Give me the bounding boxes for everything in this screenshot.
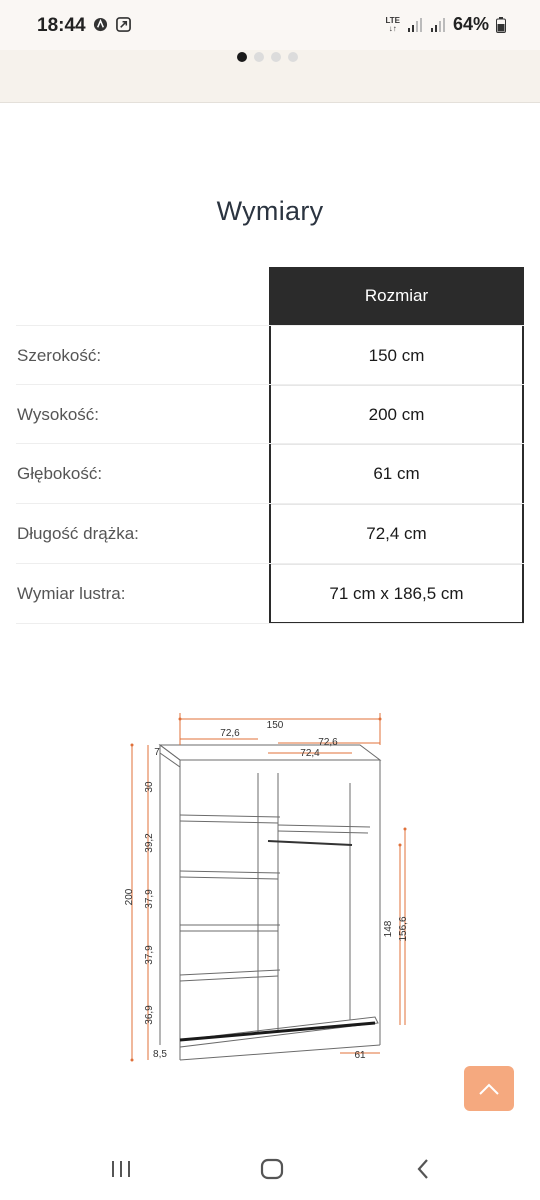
label-h148: 148: [383, 920, 394, 938]
label-h392: 39,2: [144, 833, 155, 853]
back-icon: [415, 1158, 431, 1180]
battery-percent: 64%: [452, 14, 489, 34]
back-button[interactable]: [408, 1154, 438, 1184]
battery-icon: [496, 17, 506, 33]
recents-button[interactable]: [106, 1154, 136, 1184]
spec-value-rod-length: 72,4 cm: [366, 524, 427, 543]
table-row: [16, 443, 524, 503]
signal-icon-2: [430, 17, 446, 33]
carousel-dot-active[interactable]: [237, 52, 247, 62]
home-button[interactable]: [257, 1154, 287, 1184]
label-door-right: 72,6: [318, 737, 338, 748]
label-h379b: 37,9: [144, 945, 155, 965]
spec-label-mirror-size: Wymiar lustra:: [17, 584, 126, 603]
status-time: 18:44: [37, 15, 86, 36]
system-nav-bar: [0, 1140, 540, 1200]
carousel-dots: [237, 52, 298, 62]
screenshot-icon: [116, 17, 131, 32]
table-row: [16, 384, 524, 444]
home-icon: [260, 1158, 284, 1180]
spec-label-depth: Głębokość:: [17, 464, 103, 483]
status-bar: [0, 0, 540, 50]
label-depth: 61: [354, 1050, 366, 1061]
label-top: 7: [154, 747, 160, 758]
scroll-to-top-button[interactable]: [464, 1066, 514, 1111]
spec-value-mirror-size: 71 cm x 186,5 cm: [329, 584, 464, 603]
label-rod: 72,4: [300, 748, 320, 759]
spec-label-width: Szerokość:: [17, 346, 102, 365]
chevron-up-icon: [478, 1082, 500, 1096]
label-door-left: 72,6: [220, 728, 240, 739]
label-h379a: 37,9: [144, 889, 155, 909]
nfc-icon: [93, 17, 108, 32]
carousel-dot[interactable]: [271, 52, 281, 62]
spec-value-width: 150 cm: [368, 346, 425, 365]
lte-icon: LTE ↓↑: [385, 15, 400, 33]
status-right-group: [385, 14, 506, 35]
label-total-width: 150: [266, 720, 284, 731]
table-row: [16, 503, 524, 563]
label-h30: 30: [144, 781, 155, 793]
label-h1566: 156,6: [398, 916, 409, 942]
table-row: [16, 563, 524, 624]
spec-label-rod-length: Długość drążka:: [17, 524, 139, 543]
section-title: Wymiary: [216, 196, 324, 226]
spec-value-height: 200 cm: [368, 405, 425, 424]
carousel-dot[interactable]: [254, 52, 264, 62]
spec-value-depth: 61 cm: [373, 464, 420, 483]
spec-column-header: Rozmiar: [269, 267, 524, 325]
spec-label-height: Wysokość:: [17, 405, 100, 424]
table-row: [16, 325, 524, 385]
signal-icon: [407, 17, 423, 33]
wardrobe-dimension-diagram: [110, 705, 430, 1075]
label-base: 8,5: [153, 1049, 167, 1060]
image-carousel[interactable]: [0, 50, 540, 103]
label-h369: 36,9: [144, 1005, 155, 1025]
recents-icon: [110, 1160, 132, 1178]
label-total-height: 200: [124, 888, 135, 906]
carousel-dot[interactable]: [288, 52, 298, 62]
